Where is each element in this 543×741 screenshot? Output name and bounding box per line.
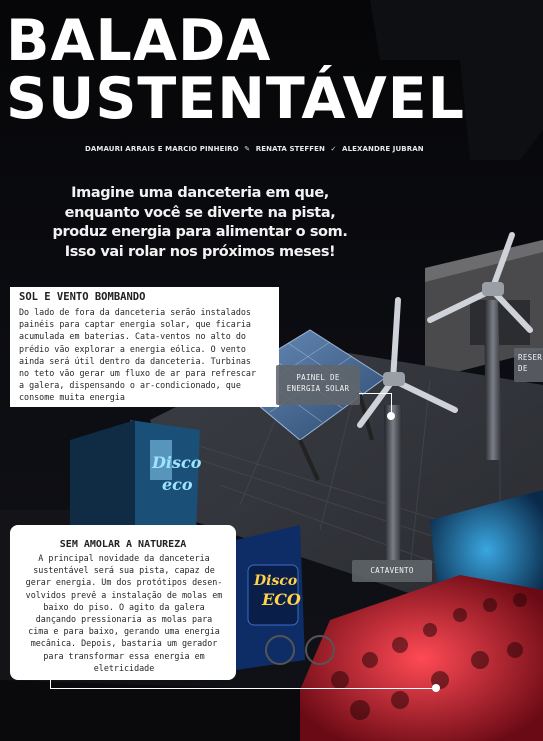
sem-amolar-body (22, 552, 226, 674)
intro-text (20, 184, 380, 262)
sol-vento-box (10, 287, 279, 407)
body-line: para transformar essa energia em (43, 650, 205, 661)
body-line: eletricidade (93, 662, 155, 673)
body-line: no teto vão gerar um fluxo de ar para refrescar (19, 368, 256, 379)
sem-amolar-leader-vertical (50, 678, 51, 688)
title-line-2: SUSTENTÁVEL (6, 66, 465, 132)
design-icon: ✓ (330, 145, 337, 153)
body-line: consome muita energia (19, 392, 125, 403)
body-line: dançando pressionaria as molas para (35, 614, 213, 625)
body-line: mecânica. Depois, bastaria um gerador (30, 638, 218, 649)
eco-sign-right: ECO (262, 590, 301, 609)
body-line: a galera, dispensando o ar-condicionado, que (19, 380, 241, 391)
body-line: A principal novidade da danceteria (38, 553, 210, 563)
intro-line: Imagine uma danceteria em que, (71, 185, 329, 201)
body-line: acumulada em baterias. Cata-ventos no alto do (19, 331, 246, 342)
sem-amolar-leader-dot (432, 684, 440, 692)
pencil-icon: ✎ (244, 145, 251, 153)
body-line: painéis para captar energia solar, que ficaria (19, 319, 251, 330)
disco-sign-right: Disco (254, 573, 298, 589)
reservatorio-label (514, 348, 543, 382)
body-line: gerar energia. Um dos protótipos desen- (25, 577, 223, 588)
painel-leader-dot (387, 412, 395, 420)
eco-sign-left: eco (162, 475, 193, 494)
intro-line: produz energia para alimentar o som. (52, 224, 348, 240)
sol-vento-heading: SOL E VENTO BOMBANDO (19, 291, 146, 303)
sem-amolar-heading: SEM AMOLAR A NATUREZA (59, 539, 187, 550)
painel-leader-line (359, 393, 391, 394)
body-line: baixo do piso. O agito da galera (43, 601, 205, 612)
reser-label-line-2: DE (518, 364, 528, 373)
credits (85, 145, 424, 153)
sem-amolar-box (10, 525, 236, 680)
reser-label-line-1: RESER (518, 353, 543, 362)
body-line: sustentável será sua pista, capaz de (33, 565, 215, 576)
intro-line: Isso vai rolar nos próximos meses! (64, 243, 336, 260)
intro-line: enquanto você se diverte na pista, (64, 204, 336, 221)
body-line: Do lado de fora da danceteria serão instalados (19, 307, 251, 317)
credits-authors: DAMAURI ARRAIS E MARCIO PINHEIRO (85, 145, 239, 153)
disco-sign-left: Disco (152, 453, 202, 472)
painel-label-line-2: ENERGIA SOLAR (286, 384, 350, 393)
body-line: ainda será útil dentro da danceteria. Turbinas (19, 355, 251, 366)
painel-label-line-1: PAINEL DE (296, 373, 340, 382)
credits-illustrators: RENATA STEFFEN (255, 145, 325, 153)
body-line: volvidos prevê a instalação de molas em (25, 589, 223, 600)
sol-vento-body (19, 306, 276, 404)
body-line: cima e para baixo, gerando uma energia (28, 626, 220, 637)
page-title (6, 8, 465, 132)
title-line-1: BALADA (6, 8, 272, 74)
credits-designer: ALEXANDRE JUBRAN (342, 145, 424, 153)
catavento-label: CATAVENTO (352, 560, 432, 582)
painel-solar-label (276, 365, 360, 405)
sem-amolar-leader-line (50, 688, 436, 689)
body-line: prédio vão explorar a energia eólica. O vento (19, 343, 246, 354)
